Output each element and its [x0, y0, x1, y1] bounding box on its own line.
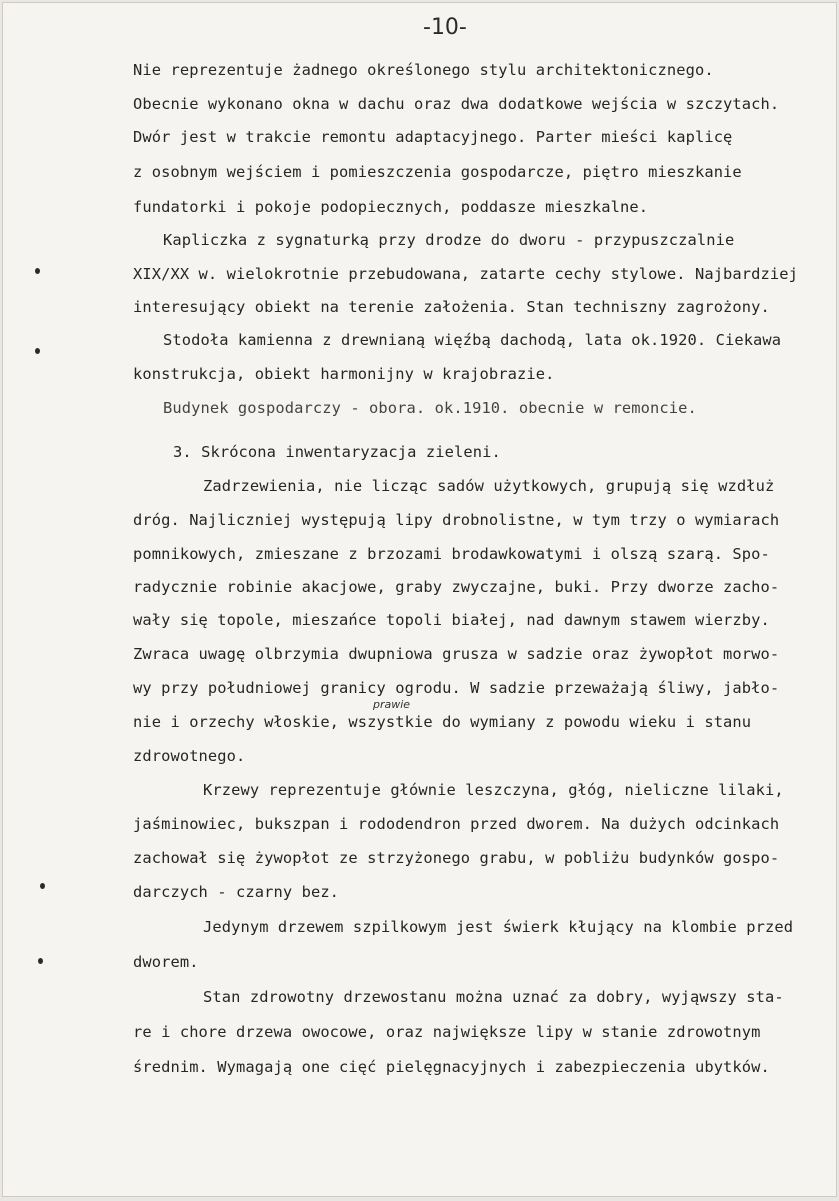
text-line: Kapliczka z sygnaturką przy drodze do dworu - przypuszczalnie [163, 231, 735, 249]
text-line: Zwraca uwagę olbrzymia dwupniowa grusza w sadzie oraz żywopłot morwo- [133, 645, 780, 663]
text-line: zdrowotnego. [133, 747, 246, 765]
document-page [2, 2, 837, 1197]
text-line: re i chore drzewa owocowe, oraz największe lipy w stanie zdrowotnym [133, 1023, 761, 1041]
text-line: wy przy południowej granicy ogrodu. W sadzie przeważają śliwy, jabło- [133, 679, 780, 697]
text-line: XIX/XX w. wielokrotnie przebudowana, zatarte cechy stylowe. Najbardziej [133, 265, 798, 283]
text-line: jaśminowiec, bukszpan i rododendron przed dworem. Na dużych odcinkach [133, 815, 780, 833]
text-line: fundatorki i pokoje podopiecznych, poddasze mieszkalne. [133, 198, 649, 216]
text-line: interesujący obiekt na terenie założenia. Stan techniszny zagrożony. [133, 298, 770, 316]
margin-dot-mark [35, 268, 40, 274]
text-line: darczych - czarny bez. [133, 883, 340, 901]
text-line: z osobnym wejściem i pomieszczenia gospodarcze, piętro mieszkanie [133, 163, 742, 181]
text-line: Krzewy reprezentuje głównie leszczyna, głóg, nieliczne lilaki, [203, 781, 784, 799]
page-number: -10- [423, 15, 467, 40]
section-heading: 3. Skrócona inwentaryzacja zieleni. [173, 443, 501, 461]
text-line: zachował się żywopłot ze strzyżonego grabu, w pobliżu budynków gospo- [133, 849, 780, 867]
text-line: Budynek gospodarczy - obora. ok.1910. obecnie w remoncie. [163, 399, 697, 417]
text-line: konstrukcja, obiekt harmonijny w krajobrazie. [133, 365, 555, 383]
text-line: Nie reprezentuje żadnego określonego stylu architektonicznego. [133, 61, 714, 79]
text-line: dróg. Najliczniej występują lipy drobnolistne, w tym trzy o wymiarach [133, 511, 780, 529]
text-line: Stodoła kamienna z drewnianą więźbą dachodą, lata ok.1920. Ciekawa [163, 331, 782, 349]
text-line: Stan zdrowotny drzewostanu można uznać za dobry, wyjąwszy sta- [203, 988, 784, 1006]
text-line: Zadrzewienia, nie licząc sadów użytkowych, grupują się wzdłuż [203, 477, 775, 495]
text-line: średnim. Wymagają one cięć pielęgnacyjnych i zabezpieczenia ubytków. [133, 1058, 770, 1076]
text-line: radycznie robinie akacjowe, graby zwyczajne, buki. Przy dworze zacho- [133, 578, 780, 596]
text-line: Dwór jest w trakcie remontu adaptacyjnego. Parter mieści kaplicę [133, 128, 733, 146]
margin-dot-mark [38, 958, 43, 964]
handwritten-insert: prawie [373, 698, 411, 711]
margin-dot-mark [40, 883, 45, 889]
text-line: Jedynym drzewem szpilkowym jest świerk kłujący na klombie przed [203, 918, 794, 936]
text-line: wały się topole, mieszańce topoli białej, nad dawnym stawem wierzby. [133, 611, 770, 629]
text-line: dworem. [133, 953, 199, 971]
text-line: pomnikowych, zmieszane z brzozami brodawkowatymi i olszą szarą. Spo- [133, 545, 770, 563]
text-line: Obecnie wykonano okna w dachu oraz dwa dodatkowe wejścia w szczytach. [133, 95, 780, 113]
margin-dot-mark [35, 348, 40, 354]
text-line: nie i orzechy włoskie, wszystkie do wymiany z powodu wieku i stanu [133, 713, 752, 731]
